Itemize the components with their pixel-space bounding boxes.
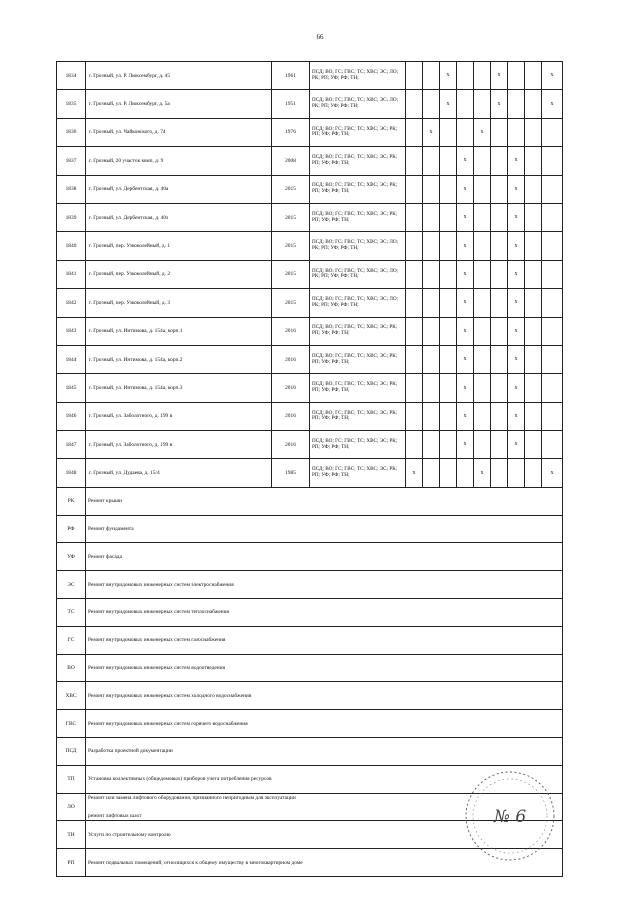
legend-row xyxy=(57,710,563,738)
legend-code: ПСД xyxy=(57,738,86,766)
row-mark xyxy=(474,203,491,231)
row-address: г. Грозный, ул. Р. Люксембург, д. 5а xyxy=(86,90,272,118)
row-mark xyxy=(440,289,457,317)
legend-code: ТН xyxy=(57,821,86,849)
row-works-list: ПСД; ВО; ГС; ГВС; ТС; ХВС; ЭС; ЛО; РК; РП; УФ; РФ; ТН; xyxy=(310,260,406,288)
row-mark xyxy=(423,62,440,90)
row-mark xyxy=(474,175,491,203)
row-mark xyxy=(508,90,525,118)
legend-row xyxy=(57,682,563,710)
row-mark xyxy=(474,317,491,345)
row-mark xyxy=(423,232,440,260)
row-works-list: ПСД; ВО; ГС; ГВС; ТС; ХВС; ЭС; ЛО; РК; РП; УФ; РФ; ТН; xyxy=(310,62,406,90)
legend-text: Услуги по строительному контролю xyxy=(88,831,171,838)
row-mark xyxy=(440,203,457,231)
row-mark xyxy=(525,374,542,402)
row-mark xyxy=(525,345,542,373)
row-mark xyxy=(474,289,491,317)
row-mark xyxy=(440,232,457,260)
row-mark xyxy=(406,317,423,345)
row-works-list: ПСД; ВО; ГС; ГВС; ТС; ХВС; ЭС; РК; РП; УФ; РФ; ТН; xyxy=(310,147,406,175)
row-mark xyxy=(525,147,542,175)
row-mark xyxy=(542,289,563,317)
row-mark xyxy=(423,175,440,203)
row-mark xyxy=(457,62,474,90)
row-mark xyxy=(508,62,525,90)
legend-row xyxy=(57,543,563,571)
table-row xyxy=(57,317,563,345)
row-number: 1839 xyxy=(57,203,86,231)
row-mark xyxy=(525,118,542,146)
legend-text: Ремонт внутридомовых инженерных систем газоснабжения xyxy=(88,637,226,644)
legend-description xyxy=(86,571,563,599)
table-row xyxy=(57,260,563,288)
row-mark: x xyxy=(508,402,525,430)
row-mark xyxy=(457,118,474,146)
legend-text: Ремонт подвальных помещений, относящихся к общему имуществу в многоквартирном доме xyxy=(88,859,303,866)
row-address: г. Грозный, ул. Интимова, д. 154а, корп.1 xyxy=(86,317,272,345)
row-mark xyxy=(525,175,542,203)
row-address: г. Грозный, ул. Интимова, д. 154а, корп.3 xyxy=(86,374,272,402)
row-mark xyxy=(525,62,542,90)
row-mark xyxy=(525,317,542,345)
legend-row xyxy=(57,626,563,654)
row-mark xyxy=(474,402,491,430)
legend-row xyxy=(57,515,563,543)
table-row xyxy=(57,175,563,203)
row-mark: x xyxy=(508,289,525,317)
row-mark xyxy=(474,90,491,118)
row-mark xyxy=(542,260,563,288)
row-number: 1844 xyxy=(57,345,86,373)
row-number: 1840 xyxy=(57,232,86,260)
page-number: 66 xyxy=(316,33,324,41)
row-mark xyxy=(440,402,457,430)
legend-row xyxy=(57,654,563,682)
row-year: 2015 xyxy=(272,203,310,231)
row-number: 1834 xyxy=(57,62,86,90)
row-mark xyxy=(423,147,440,175)
legend-text-continued: ремонт лифтовых шахт xyxy=(88,813,142,820)
row-mark: x xyxy=(440,90,457,118)
row-works-list: ПСД; ВО; ГС; ГВС; ТС; ХВС; ЭС; РК; РП; УФ; РФ; ТН; xyxy=(310,345,406,373)
row-mark xyxy=(406,260,423,288)
row-address: г. Грозный, ул. Заболотного, д. 199 в xyxy=(86,431,272,459)
row-mark xyxy=(542,175,563,203)
row-works-list: ПСД; ВО; ГС; ГВС; ТС; ХВС; ЭС; ЛО; РК; РП; УФ; РФ; ТН; xyxy=(310,90,406,118)
row-mark xyxy=(474,345,491,373)
row-mark xyxy=(406,345,423,373)
row-works-list: ПСД; ВО; ГС; ГВС; ТС; ХВС; ЭС; РК; РП; УФ; РФ; ТН; xyxy=(310,203,406,231)
row-mark: x xyxy=(542,459,563,487)
row-number: 1847 xyxy=(57,431,86,459)
row-year: 2015 xyxy=(272,289,310,317)
row-number: 1838 xyxy=(57,175,86,203)
legend-description xyxy=(86,626,563,654)
row-mark xyxy=(457,459,474,487)
stamp-number: № 6 xyxy=(493,807,527,827)
legend-text: Ремонт внутридомовых инженерных систем горячего водоснабжения xyxy=(88,720,248,727)
legend-description xyxy=(86,515,563,543)
legend-text: Ремонт внутридомовых инженерных систем теплоснабжения xyxy=(88,609,230,616)
row-mark xyxy=(423,203,440,231)
row-mark xyxy=(542,203,563,231)
legend-description xyxy=(86,738,563,766)
row-mark xyxy=(406,203,423,231)
row-works-list: ПСД; ВО; ГС; ГВС; ТС; ХВС; ЭС; РК; РП; УФ; РФ; ТН; xyxy=(310,317,406,345)
row-number: 1835 xyxy=(57,90,86,118)
row-address: г. Грозный, 20 участок квнп, д. 9 xyxy=(86,147,272,175)
legend-code: РК xyxy=(57,487,86,515)
legend-code: УФ xyxy=(57,543,86,571)
row-mark: x xyxy=(508,260,525,288)
row-mark: x xyxy=(508,317,525,345)
row-mark: x xyxy=(508,203,525,231)
row-mark xyxy=(423,90,440,118)
row-mark xyxy=(542,345,563,373)
row-mark xyxy=(525,203,542,231)
row-mark xyxy=(474,431,491,459)
row-address: г. Грозный, ул. Заболотного, д. 199 в xyxy=(86,402,272,430)
row-mark: x xyxy=(542,90,563,118)
row-mark: x xyxy=(508,431,525,459)
table-row xyxy=(57,402,563,430)
row-number: 1842 xyxy=(57,289,86,317)
row-mark xyxy=(525,402,542,430)
table-row xyxy=(57,118,563,146)
row-works-list: ПСД; ВО; ГС; ГВС; ТС; ХВС; ЭС; РК; РП; УФ; РФ; ТН; xyxy=(310,374,406,402)
row-mark xyxy=(491,345,508,373)
legend-row xyxy=(57,487,563,515)
legend-code: ГС xyxy=(57,626,86,654)
row-address: г. Грозный, пер. Узкоколейный, д. 2 xyxy=(86,260,272,288)
row-mark xyxy=(525,431,542,459)
row-mark: x xyxy=(474,118,491,146)
legend-row xyxy=(57,571,563,599)
legend-code: ТП xyxy=(57,765,86,793)
row-mark: x xyxy=(457,317,474,345)
row-mark xyxy=(440,118,457,146)
row-mark: x xyxy=(457,402,474,430)
row-mark xyxy=(474,260,491,288)
legend-text: Ремонт внутридомовых инженерных систем электроснабжения xyxy=(88,581,234,588)
row-mark xyxy=(542,147,563,175)
row-mark: x xyxy=(542,62,563,90)
table-row xyxy=(57,345,563,373)
legend-description xyxy=(86,710,563,738)
row-mark xyxy=(491,118,508,146)
legend-row xyxy=(57,738,563,766)
row-mark xyxy=(474,147,491,175)
row-mark xyxy=(440,374,457,402)
legend-text: Ремонт фасада xyxy=(88,553,122,560)
row-mark: x xyxy=(508,175,525,203)
row-mark xyxy=(491,260,508,288)
table-row xyxy=(57,232,563,260)
row-mark xyxy=(423,402,440,430)
row-number: 1836 xyxy=(57,118,86,146)
row-mark xyxy=(491,289,508,317)
row-mark xyxy=(423,345,440,373)
row-mark: x xyxy=(457,232,474,260)
legend-text: Разработка проектной документации xyxy=(88,748,173,755)
legend-text: Ремонт внутридомовых инженерных систем холодного водоснабжения xyxy=(88,692,252,699)
row-year: 2016 xyxy=(272,345,310,373)
row-works-list: ПСД; ВО; ГС; ГВС; ТС; ХВС; ЭС; РК; РП; УФ; РФ; ТН; xyxy=(310,431,406,459)
row-mark: x xyxy=(457,345,474,373)
row-address: г. Грозный, ул. Чайковского, д. 74 xyxy=(86,118,272,146)
legend-code: РП xyxy=(57,849,86,877)
row-mark xyxy=(525,90,542,118)
table-row xyxy=(57,459,563,487)
row-address: г. Грозный, ул. Дербентская, д. 40з xyxy=(86,203,272,231)
row-mark: x xyxy=(508,147,525,175)
row-mark xyxy=(491,317,508,345)
legend-code: ХВС xyxy=(57,682,86,710)
row-year: 2015 xyxy=(272,175,310,203)
row-year: 2008 xyxy=(272,147,310,175)
row-works-list: ПСД; ВО; ГС; ГВС; ТС; ХВС; ЭС; ЛО; РК; РП; УФ; РФ; ТН; xyxy=(310,232,406,260)
legend-text: Ремонт или замена лифтового оборудования, признанного непригодным для эксплуатации xyxy=(88,794,296,801)
legend-description xyxy=(86,599,563,627)
row-mark xyxy=(406,374,423,402)
row-works-list: ПСД; ВО; ГС; ГВС; ТС; ХВС; ЭС; РК; РП; УФ; РФ; ТН; xyxy=(310,175,406,203)
row-mark xyxy=(406,289,423,317)
legend-text: Установка коллективных (общедомовых) приборов учета потребления ресурсов xyxy=(88,776,272,783)
row-mark xyxy=(440,459,457,487)
table-row xyxy=(57,90,563,118)
row-year: 1951 xyxy=(272,90,310,118)
row-address: г. Грозный, ул. Интимова, д. 154а, корп.2 xyxy=(86,345,272,373)
row-year: 2015 xyxy=(272,232,310,260)
legend-text: Ремонт крыши xyxy=(88,498,122,505)
row-mark: x xyxy=(508,345,525,373)
row-mark xyxy=(508,118,525,146)
row-mark xyxy=(423,374,440,402)
row-year: 2016 xyxy=(272,317,310,345)
legend-code: ВО xyxy=(57,654,86,682)
row-mark xyxy=(406,175,423,203)
row-address: г. Грозный, пер. Узкоколейный, д. 1 xyxy=(86,232,272,260)
row-mark xyxy=(542,118,563,146)
row-mark: x xyxy=(457,175,474,203)
row-address: г. Грозный, пер. Узкоколейный, д. 3 xyxy=(86,289,272,317)
row-mark: x xyxy=(457,260,474,288)
row-mark xyxy=(542,232,563,260)
row-mark xyxy=(542,402,563,430)
row-number: 1837 xyxy=(57,147,86,175)
row-mark xyxy=(406,90,423,118)
row-mark: x xyxy=(406,459,423,487)
row-mark xyxy=(542,374,563,402)
row-mark xyxy=(474,232,491,260)
row-mark xyxy=(474,374,491,402)
row-address: г. Грозный, ул. Дербентская, д. 40а xyxy=(86,175,272,203)
row-mark: x xyxy=(457,147,474,175)
row-year: 2016 xyxy=(272,374,310,402)
row-mark: x xyxy=(491,90,508,118)
legend-text: Ремонт внутридомовых инженерных систем водоотведения xyxy=(88,664,225,671)
table-row xyxy=(57,147,563,175)
row-year: 2015 xyxy=(272,260,310,288)
row-mark xyxy=(423,431,440,459)
row-mark xyxy=(423,317,440,345)
row-works-list: ПСД; ВО; ГС; ГВС; ТС; ХВС; ЭС; РК; РП; УФ; РФ; ТН; xyxy=(310,402,406,430)
row-mark: x xyxy=(474,459,491,487)
row-year: 2016 xyxy=(272,431,310,459)
row-mark xyxy=(491,147,508,175)
row-number: 1846 xyxy=(57,402,86,430)
table-row xyxy=(57,289,563,317)
legend-description xyxy=(86,654,563,682)
legend-code: ЛО xyxy=(57,793,86,821)
legend-code: ЭС xyxy=(57,571,86,599)
row-mark: x xyxy=(491,62,508,90)
row-year: 1985 xyxy=(272,459,310,487)
table-row xyxy=(57,374,563,402)
row-mark xyxy=(406,402,423,430)
table-row xyxy=(57,431,563,459)
row-mark: x xyxy=(457,374,474,402)
row-mark xyxy=(542,317,563,345)
legend-code: РФ xyxy=(57,515,86,543)
legend-description xyxy=(86,682,563,710)
row-mark: x xyxy=(457,289,474,317)
row-mark xyxy=(440,317,457,345)
row-mark xyxy=(440,431,457,459)
row-mark xyxy=(525,232,542,260)
row-mark xyxy=(491,459,508,487)
row-year: 1976 xyxy=(272,118,310,146)
row-mark xyxy=(406,147,423,175)
row-mark xyxy=(440,260,457,288)
row-mark xyxy=(457,90,474,118)
housing-repair-table xyxy=(56,61,563,877)
legend-text: Ремонт фундамента xyxy=(88,525,134,532)
row-address: г. Грозный, ул. Р. Люксембург, д. 45 xyxy=(86,62,272,90)
row-works-list: ПСД; ВО; ГС; ГВС; ТС; ХВС; ЭС; РК; РП; УФ; РФ; ТН; xyxy=(310,118,406,146)
row-works-list: ПСД; ВО; ГС; ГВС; ТС; ХВС; ЭС; РК; РП; УФ; РФ; ТН; xyxy=(310,459,406,487)
row-mark xyxy=(491,402,508,430)
legend-row xyxy=(57,599,563,627)
row-number: 1841 xyxy=(57,260,86,288)
row-mark: x xyxy=(457,203,474,231)
row-mark xyxy=(406,62,423,90)
row-mark: x xyxy=(423,118,440,146)
row-mark xyxy=(423,260,440,288)
row-mark xyxy=(423,459,440,487)
row-mark xyxy=(406,232,423,260)
row-mark xyxy=(406,118,423,146)
row-mark xyxy=(491,374,508,402)
row-address: г. Грозный, ул. Дудаева, д. 15/4 xyxy=(86,459,272,487)
row-mark: x xyxy=(440,62,457,90)
table-row xyxy=(57,203,563,231)
row-mark xyxy=(525,289,542,317)
row-mark xyxy=(440,175,457,203)
row-year: 1961 xyxy=(272,62,310,90)
row-mark xyxy=(542,431,563,459)
row-year: 2016 xyxy=(272,402,310,430)
legend-code: ГВС xyxy=(57,710,86,738)
row-mark xyxy=(440,345,457,373)
row-number: 1843 xyxy=(57,317,86,345)
row-mark xyxy=(491,203,508,231)
row-mark: x xyxy=(508,232,525,260)
legend-code: ТС xyxy=(57,599,86,627)
legend-description xyxy=(86,487,563,515)
row-number: 1845 xyxy=(57,374,86,402)
row-mark xyxy=(525,260,542,288)
row-mark xyxy=(423,289,440,317)
row-mark xyxy=(406,431,423,459)
row-mark: x xyxy=(457,431,474,459)
row-mark xyxy=(491,175,508,203)
row-mark: x xyxy=(508,374,525,402)
row-number: 1848 xyxy=(57,459,86,487)
table-row xyxy=(57,62,563,90)
row-mark xyxy=(491,232,508,260)
row-mark xyxy=(525,459,542,487)
legend-description xyxy=(86,543,563,571)
official-stamp xyxy=(460,768,560,864)
row-mark xyxy=(491,431,508,459)
row-mark xyxy=(474,62,491,90)
row-works-list: ПСД; ВО; ГС; ГВС; ТС; ХВС; ЭС; ЛО; РК; РП; УФ; РФ; ТН; xyxy=(310,289,406,317)
row-mark xyxy=(440,147,457,175)
row-mark xyxy=(508,459,525,487)
